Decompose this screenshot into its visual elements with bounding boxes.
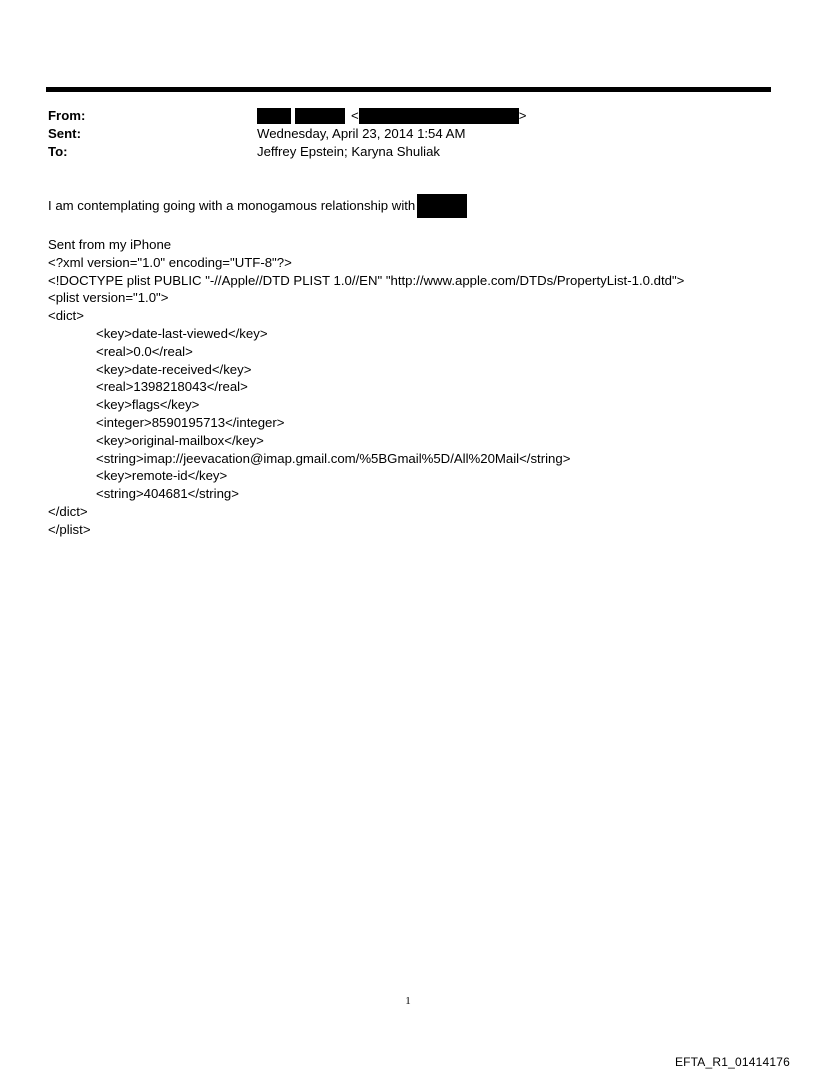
redaction-block xyxy=(295,108,345,124)
plist-line: </dict> xyxy=(48,503,88,519)
header-rule xyxy=(46,87,771,92)
redaction-block xyxy=(257,108,291,124)
plist-line: <plist version="1.0"> xyxy=(48,290,169,306)
to-row xyxy=(48,143,748,161)
redaction-block xyxy=(417,194,467,218)
plist-line: <!DOCTYPE plist PUBLIC "-//Apple//DTD PLIST 1.0//EN" "http://www.apple.com/DTDs/PropertyList-1.0.dtd"> xyxy=(48,272,685,288)
from-open-bracket: < xyxy=(351,108,359,123)
message-line xyxy=(48,193,788,219)
plist-line: <?xml version="1.0" encoding="UTF-8"?> xyxy=(48,254,292,270)
message-text: I am contemplating going with a monogamous relationship with xyxy=(48,198,416,214)
plist-line: <real>0.0</real> xyxy=(96,343,193,359)
plist-line: <real>1398218043</real> xyxy=(96,379,248,395)
redaction-block xyxy=(359,108,519,124)
sent-row xyxy=(48,125,748,143)
plist-line: <string>imap://jeevacation@imap.gmail.com/%5BGmail%5D/All%20Mail</string> xyxy=(96,450,571,466)
plist-line: <key>flags</key> xyxy=(96,397,200,413)
plist-line: <key>date-last-viewed</key> xyxy=(96,325,268,341)
plist-line: </plist> xyxy=(48,521,91,537)
plist-line: <key>date-received</key> xyxy=(96,361,252,377)
email-header xyxy=(48,107,748,161)
from-label: From: xyxy=(48,108,86,123)
from-value xyxy=(257,107,526,125)
to-value: Jeffrey Epstein; Karyna Shuliak xyxy=(257,144,441,159)
plist-line: <integer>8590195713</integer> xyxy=(96,414,285,430)
plist-line: <key>remote-id</key> xyxy=(96,468,228,484)
signature: Sent from my iPhone xyxy=(48,237,172,252)
plist-line: <dict> xyxy=(48,308,84,324)
sent-label: Sent: xyxy=(48,126,81,141)
plist-line: <string>404681</string> xyxy=(96,486,239,502)
plist-line: <key>original-mailbox</key> xyxy=(96,432,264,448)
to-label: To: xyxy=(48,144,68,159)
from-close-bracket: > xyxy=(518,108,527,123)
from-row xyxy=(48,107,748,125)
page-number: 1 xyxy=(405,995,411,1007)
email-body xyxy=(48,193,788,539)
sent-value: Wednesday, April 23, 2014 1:54 AM xyxy=(257,126,466,141)
bates-number: EFTA_R1_01414176 xyxy=(674,1055,790,1069)
